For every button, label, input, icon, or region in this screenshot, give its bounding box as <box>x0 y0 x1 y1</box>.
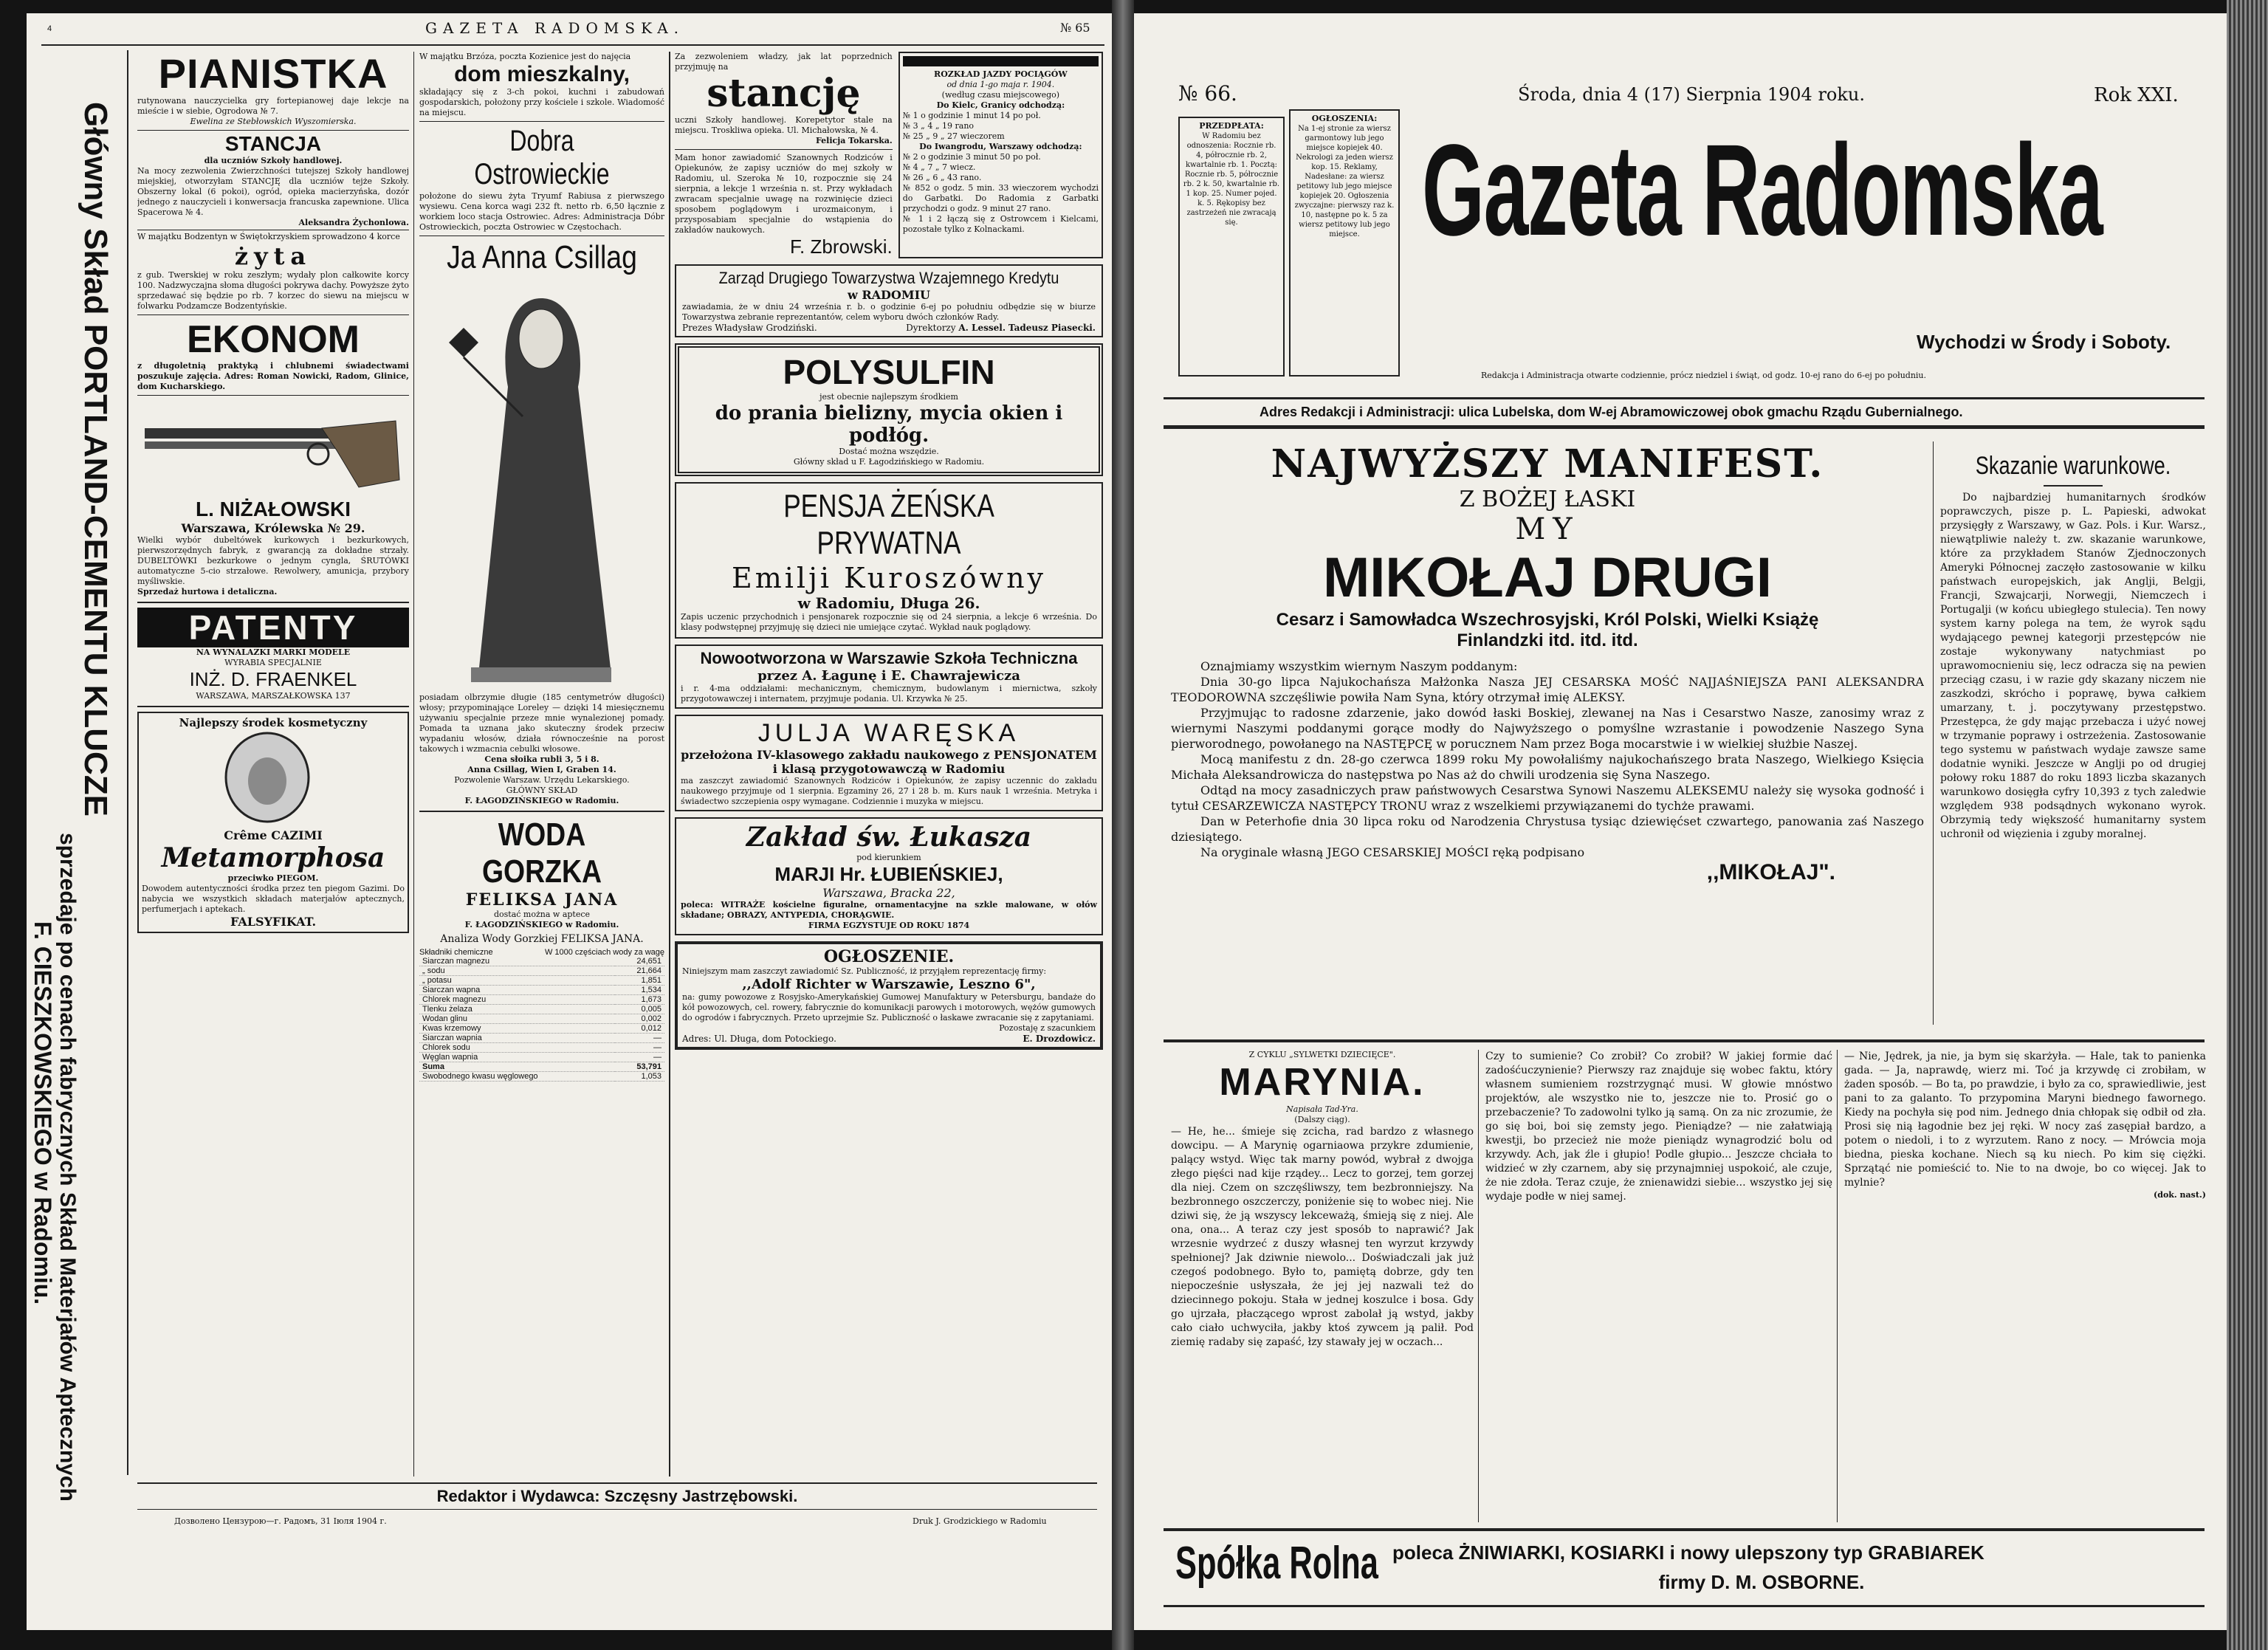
csillag-footer-1: Pozwolenie Warszaw. Urzędu Lekarskiego. <box>454 775 630 785</box>
ogloszenie-address: Adres: Ul. Długa, dom Potockiego. <box>682 1034 836 1044</box>
manifest-grace: Z BOŻEJ ŁASKI <box>1459 487 1636 512</box>
csillag-price: Cena słoika rubli 3, 5 i 8. <box>484 754 599 764</box>
skazanie-text: Do najbardziej humanitarnych środków poprawczych, pisze p. L. Papieski, adwokat przysięgły z Warszawy, w Gaz. Pols. i Kur. Warsz., niewątpliwie należy t. zw. skazanie warunkowe, które za przykładem Stanów Zjednoczonych Ameryki Północnej zaczęło zastosowanie w kilku państwach europejskich, jak Anglji, Belgji, Francji, Szwajcarji, Norwegji, Niemczech i Portugalji (w końcu ubiegłego stulecia). Ten nowy system karny polega na tem, że wyrok sądu wydającego pewnej kategorji przestępców nie zostaje wykonywany natychmiast po uprawomocnieniu się, lecz odracza się na pewien przeciąg czasu, i w razie gdy skazany niczem nie zaszkodzi, skrócho i poprawę, bywa całkiem umarzany, t. j. poczytywany przestępstwo. Przestępca, że gdy mając przebacza i użyć nowej w trzymanie poprawy i ostrzeżenia. Zastosowanie tego systemu w państwach wydaje zawsze same dodatnie wyniki. Jeszcze w Anglji po od drugiej połowy roku 1887 do roku 1893 liczba skazanych warunkowo dosięgła cyfry 10,393 z tych zaledwie względem 938 podsądnych wykonano wyrok. Obrzymią tedy większość humanitarny system uchronił od więzienia i zguby moralnej. <box>1940 492 2206 840</box>
polysulfin-ad <box>675 343 1103 476</box>
kredyt-place: w RADOMIU <box>847 288 930 302</box>
zbrowski-signature: F. Zbrowski. <box>790 236 893 258</box>
kredyt-text: zawiadamia, że w dniu 24 września r. b. o godzinie 6-ej po południu odbędzie się w biurze Towarzystwa zebranie reprezentantów, celem wyboru dwóch członków Rady. <box>682 302 1096 322</box>
vertical-ad-rule <box>127 50 128 1475</box>
advertising-title: OGŁOSZENIA: <box>1311 114 1378 123</box>
woda-subtitle: dostać można w aptece <box>493 910 591 919</box>
ogloszenie-text: na: gumy powozowe z Rosyjsko-Amerykańskiej Gumowej Manufaktury w Petersburgu, bandaże do kół powozowych, cel. rowery, fabrycznie do komunikacji parowych i motorowych, wężów gumowych do ogrodów i fabrycznych. Przeto uprzejmie Sz. Publiczność o łaskawe zwracanie się z zapytaniami. <box>682 992 1096 1022</box>
manifest-name: MIKOŁAJ DRUGI <box>1323 546 1772 609</box>
patenty-title: PATENTY <box>137 608 409 647</box>
marynia-text-3: — Nie, Jędrek, ja nie, ja bym się skarżyła. — Hale, tak to panienka gada. — Ja, naprawdę, wierz mi. Toć ja krzywdę ci zrobiłam, w żaden sposób. — Bo ta, po prawdzie, i było za co, sprawiedliwie, jest pani to za galanto. To przypomina Maryni biednego fawornego. Kiedy na pochyła się pod nim. Jednego dnia chłopak się odbił od zła. Prosi się nią łagodnie bez jej ręki. W nocy zaś zasępiał bardzo, a potem o niedoli, i to z wyrzutem. Rano z nocy. — Mrówcia moja biedna, pieska kochane. Niech są ku niech. Po kim się ciężki. Sprzątąć nie pomieścić to. Nie to na dwoje, bo co więcej. Jak to mylnie? <box>1844 1051 2206 1189</box>
kredyt-directors-label: Dyrektorzy <box>906 323 956 333</box>
polysulfin-line-4: Główny skład u F. Łagodzińskiego w Radomiu. <box>793 457 985 467</box>
advertising-box <box>1289 109 1400 377</box>
cosmetic-heading: Najlepszy środek kosmetyczny <box>179 716 368 729</box>
polysulfin-line-2: do prania bielizny, mycia okien i podłóg. <box>715 402 1063 447</box>
kredyt-title: Zarząd Drugiego Towarzystwa Wzajemnego Kredytu <box>718 269 1059 287</box>
marynia-author: Napisała Tad-Yra. <box>1286 1104 1358 1114</box>
marynia-column-1 <box>1171 1050 1474 1522</box>
train-footer: № 852 o godz. 5 min. 33 wieczorem wychodzi do Garbatki. Do Radomia z Garbatki przychodzi o godz. 9 minut 27 rano. <box>902 183 1099 213</box>
pensja-title: PENSJA ŻEŃSKA PRYWATNA <box>783 488 994 561</box>
spolka-line-2: firmy D. M. OSBORNE. <box>1658 1571 1865 1593</box>
train-row: № 4 „ 7 „ 7 wiecz. <box>902 162 976 172</box>
address-line: Adres Redakcji i Administracji: ulica Lubelska, dom W-ej Abramowiczowej obok gmachu Rządu Gubernialnego. <box>1260 405 1963 419</box>
patenty-sub-1: NA WYNALAZKI MARKI MODELE <box>196 647 351 657</box>
pensja-name: Emilji Kuroszówny <box>731 562 1047 594</box>
footer-print: Druk J. Grodzickiego w Radomiu <box>913 1516 1047 1526</box>
dobra-text: położone do siewu żyta Tryumf Rabiusa z pierwszego wysiewu. Cena korca wagi 232 ft. netto rb. 6,50 łącznie z workiem loco stacja Ostrowiec. Adres: Administracja Dóbr Ostrowieckich, poczta Ostrowiec w Częstochach. <box>419 191 664 232</box>
book-gutter <box>1112 0 1134 1650</box>
manifest-paragraph-5: Odtąd na mocy zasadniczych praw państwowych Cesarstwa Synowi Naszemu ALEKSEMU należy się wysoka godność i tytuł CESARZEWICZA NASTĘPCY TRONU wraz z wszelkiemi przywiązanemi do tychże prawami. <box>1171 783 1924 813</box>
vertical-ad-line-3: F. CIESZKOWSKIEGO w Radomiu. <box>30 921 56 1305</box>
stancje-text: uczni Szkoły handlowej. Korepetytor stale na miejscu. Troskliwa opieka. Ul. Michałowska, № 4. <box>675 115 893 135</box>
marynia-text-1: — He, he... śmieje się zcicha, rad bardzo z własnego dowcipu. — A Marynię ogarniaowa przykre zdumienie, palący wstyd. Więc tak marny powód, wybrał z dwojga złego pięści nad kije rządey... Lecz to gorzej, tem gorzej dla niej. Czem on szczęśliwszy, tem bezbronniejszy. Na bezbronnego oszczerczy, poniżenie się to wobec niej. Nie dziwi się, że ją wszyscy lekceważą, śmieją się z niej. Ale ona, ona... A teraz czy jest sposób to naprawić? Jak wrzesnie wydrzeć z duszy własnej ten wyrzut krzywdy spełnionej? Jak dziwnie niewolo... Doświadczali jak już czegoś podobnego. Było to, pamiętą dobrze, gdy ten niepocześnie usłyszała, że jej jej nazwali też do dziecinnego pokoju. Stała w jednej koszulce i bosa. Gdy go ujrzała, płaczącego wprost zabolał ją wstyd, jakby cało ciało uchwyciła, jakby ktoś zywcem ją palił. Pod ziemię radaby się zapaść, łzy stawały jej w oczach... <box>1171 1126 1474 1348</box>
polysulfin-title: POLYSULFIN <box>783 353 995 391</box>
manifest-article <box>1171 441 1924 1032</box>
dom-title: dom mieszkalny, <box>454 62 630 86</box>
page-edges <box>2227 0 2268 1650</box>
wareska-ad <box>675 715 1103 811</box>
left-page <box>27 13 1112 1630</box>
pianistka-signature: Ewelina ze Stebłowskich Wyszomierska. <box>190 117 357 126</box>
wareska-sub-2: i klasą przygotowawczą w Radomiu <box>772 762 1006 776</box>
manifest-paragraph-3: Przyjmując to radosne zdarzenie, jako dowód łaski Boskiej, zlewanej na Nas i Cesarstwo Nasze, zanosimy wraz z wiernymi Naszymi poddanymi gorące modły do Najwyższego o pomyślne wzrastanie i powodzenie Naszego Syna pierworodnego, powołanego na NASTĘPCĘ w porucznem Nam przez Boga mocarstwie i w wielkiej służbie Naszej. <box>1171 706 1924 751</box>
csillag-illustration <box>419 276 663 690</box>
chem-header-right: W 1000 częściach wody za wagę <box>544 948 664 957</box>
manifest-titles-1: Cesarz i Samowładca Wszechrosyjski, Król Polski, Wielki Książę <box>1276 610 1819 630</box>
csillag-footer-3: F. ŁAGODZIŃSKIEGO w Radomiu. <box>464 796 619 805</box>
stancja-title: STANCJA <box>224 132 322 155</box>
ekonom-title: EKONOM <box>187 318 360 361</box>
lukasz-address: Warszawa, Bracka 22, <box>822 886 955 900</box>
cosmetic-text: Dowodem autentyczności środka przez ten piegom Gazimi. Do nabycia we wszystkich składach materjałów aptecznych, perfumerjach i aptekach. <box>142 884 405 914</box>
table-row-sum: Suma 53,791 <box>419 1062 664 1072</box>
train-footer-2: № 1 i 2 łączą się z Ostrowcem i Kielcami, pozostałe tylko z Kolnackami. <box>902 214 1099 234</box>
pianistka-text: rutynowana nauczycielka gry fortepianowej daje lekcje na mieście i w siebie, Ogrodowa № 7. <box>137 96 409 116</box>
table-row: Kwas krzemowy 0,012 <box>419 1024 664 1034</box>
stancje-lead: Za zezwoleniem władzy, jak lat poprzednich przyjmuję na <box>675 52 893 72</box>
manifest-title: NAJWYŻSZY MANIFEST. <box>1271 441 1824 487</box>
lukasz-text: poleca: WITRAŻE kościelne figuralne, ornamentacyjne na szkle malowane, w ołów składane; OBRAZY, ANTYPEDIA, CHORĄGWIE. <box>681 900 1097 920</box>
pianistka-title: PIANISTKA <box>158 52 388 97</box>
skazanie-article <box>1940 452 2206 1035</box>
marynia-title: MARYNIA. <box>1219 1061 1426 1104</box>
footer-editor: Redaktor i Wydawca: Szczęsny Jastrzębowski. <box>436 1487 798 1505</box>
lukasz-title: Zakład św. Łukasza <box>746 822 1032 853</box>
ogloszenie-title: OGŁOSZENIE. <box>823 947 955 966</box>
lukasz-name: MARJI Hr. ŁUBIEŃSKIEJ, <box>774 863 1003 885</box>
pensja-text: Zapis uczenic przychodnich i pensjonarek rozpocznie się od 24 sierpnia, a lekcje 6 września. Do klasy podwstępnej przyjmuję się dzieci nie umiejące czytać. Wykład nauk poglądowy. <box>681 612 1097 632</box>
stancje-signature: Felicja Tokarska. <box>815 136 893 145</box>
woda-title: WODA GORZKA <box>481 817 602 890</box>
chem-table <box>419 957 664 1082</box>
szkola-by: przez A. Łagunę i E. Chawrajewicza <box>757 668 1020 684</box>
page-number: 4 <box>47 24 52 33</box>
woda-name: FELIKSA JANA <box>465 890 619 910</box>
kredyt-director-2: Tadeusz Piasecki. <box>1008 323 1096 333</box>
manifest-paragraph-4: Mocą manifestu z dn. 28-go czerwca 1899 roku My powołaliśmy najukochańszego brata Naszego, Wielkiego Księcia Michała Aleksandrowicza do następstwa po Nas aż do chwili urodzenia się Syna Naszego. <box>1171 752 1924 782</box>
marynia-column-3 <box>1844 1050 2206 1522</box>
marynia-series: Z CYKLU „SYLWETKI DZIECIĘCE". <box>1248 1050 1396 1059</box>
table-row: Chlorek magnezu 1,673 <box>419 995 664 1005</box>
manifest-paragraph-2: Dnia 30-go lipca Najukochańsza Małżonka Nasza JEJ CESARSKA MOŚĆ NAJJAŚNIEJSZA PANI ALEKSANDRA TEODOROWNA szczęśliwie powiła Nam Syna, który otrzymał imię ALEKSY. <box>1171 675 1924 704</box>
patenty-sub-2: WYRABIA SPECJALNIE <box>224 658 322 667</box>
lukasz-ad <box>675 817 1103 935</box>
year-label: Rok XXI. <box>2094 84 2179 106</box>
table-row-free: Swobodnego kwasu węglowego 1,053 <box>419 1072 664 1082</box>
subscription-title: PRZEDPŁATA: <box>1199 121 1264 131</box>
train-row: № 26 „ 6 „ 43 rano. <box>902 173 982 182</box>
issue-number: № 66. <box>1178 81 1237 106</box>
pensja-place: w Radomiu, Długa 26. <box>797 594 980 612</box>
szkola-title: Nowootworzona w Warszawie Szkoła Techniczna <box>700 649 1078 667</box>
column-3 <box>675 52 1103 1477</box>
skazanie-title: Skazanie warunkowe. <box>1975 452 2171 480</box>
table-row: Siarczan wapna 1,534 <box>419 986 664 995</box>
patenty-name: INŻ. D. FRAENKEL <box>189 668 357 690</box>
masthead-title: Gazeta Radomska <box>1422 118 2103 263</box>
train-title: ROZKŁAD JAZDY POCIĄGÓW <box>934 69 1068 79</box>
cosmetic-name-3: przeciwko PIEGOM. <box>227 873 319 883</box>
nizalowski-title: L. NIŻAŁOWSKI <box>196 498 351 520</box>
train-iwangrod-heading: Do Iwangrodu, Warszawy odchodzą: <box>919 142 1082 151</box>
wareska-sub-1: przełożona IV-klasowego zakładu naukowego z PENSJONATEM <box>681 748 1097 762</box>
ogloszenie-firm: ,,Adolf Richter w Warszawie, Leszno 6", <box>742 977 1036 992</box>
running-head: GAZETA RADOMSKA. <box>425 19 685 37</box>
chem-table-header <box>419 948 664 957</box>
table-row: „ sodu 21,664 <box>419 966 664 976</box>
nizalowski-text: Wielki wybór dubeltówek kurkowych i bezkurkowych, pierwszorzędnych fabryk, z gwarancją za dokładne strzały. DUBELTÓWKI bezkurkowe o jednym cyngla, ŚRUTÓWKI automatyczne 5-cio strzałowe. Rewolwery, amunicja, przybory myśliwskie. <box>137 535 409 586</box>
train-subtitle: od dnia 1-go maja r. 1904. <box>946 80 1055 89</box>
column-1 <box>137 52 409 1477</box>
lukasz-sub: pod kierunkiem <box>856 853 921 862</box>
gun-illustration <box>137 399 403 495</box>
manifest-paragraph-7: Na oryginale własną JEGO CESARSKIEJ MOŚCI ręką podpisano <box>1200 845 1585 859</box>
patenty-address: WARSZAWA, MARSZAŁKOWSKA 137 <box>196 691 351 701</box>
table-row: Siarczan magnezu 24,651 <box>419 957 664 966</box>
cosmetic-brand: FALSYFIKAT. <box>230 915 317 929</box>
head-rule <box>41 44 1104 46</box>
manifest-paragraph-6: Dan w Peterhofie dnia 30 lipca roku od Narodzenia Chrystusa tysiąc dziewięćset czwartego, panowania zaś Naszego dziesiątego. <box>1171 814 1924 844</box>
subscription-text: W Radomiu bez odnoszenia: Rocznie rb. 4, półrocznie rb. 2, kwartalnie rb. 1. Pocztą: Rocznie rb. 5, półrocznie rb. 2 k. 50, kwartalnie rb. 1 kop. 25. Numer pojed. k. 5. Rękopisy bez zastrzeżeń nie zwracają się. <box>1183 132 1280 227</box>
stancja-subtitle: dla uczniów Szkoły handlowej. <box>204 156 343 165</box>
masthead-tagline: Wychodzi w Środy i Soboty. <box>1917 331 2171 353</box>
train-row: № 25 „ 9 „ 27 wieczorem <box>902 131 1005 141</box>
train-kielce-heading: Do Kielc, Granicy odchodzą: <box>936 100 1065 110</box>
spolka-line-1: poleca ŻNIWIARKI, KOSIARKI i nowy ulepszony typ GRABIAREK <box>1392 1541 1984 1564</box>
ogloszenie-ad <box>675 941 1103 1050</box>
office-hours-note: Redakcja i Administracja otwarte codziennie, prócz niedziel i świąt, od godz. 10-ej rano do 6-ej po południu. <box>1481 371 1927 380</box>
csillag-title: Ja Anna Csillag <box>447 239 637 275</box>
train-row: № 2 o godzinie 3 minut 50 po poł. <box>902 152 1041 162</box>
wareska-title: JULJA WARĘSKA <box>757 719 1020 747</box>
manifest-signature: ,,MIKOŁAJ". <box>1706 860 1835 884</box>
marynia-end: (dok. nast.) <box>2154 1190 2206 1200</box>
dobra-title: Dobra Ostrowieckie <box>474 125 610 190</box>
kredyt-prezes: Prezes Władysław Grodziński. <box>682 323 817 333</box>
table-row: „ potasu 1,851 <box>419 976 664 986</box>
szkola-text: i r. 4-ma oddziałami: mechanicznym, chemicznym, budowlanym i miernictwa, szkoły przygotowawczej i internatem, przyjmuje podania. Ul. Krzywka № 25. <box>681 684 1097 704</box>
dom-lead: W majątku Brzóza, poczta Kozienice jest do najęcia <box>419 52 631 61</box>
train-note: (według czasu miejscowego) <box>941 90 1060 100</box>
dom-text: składający się z 3-ch pokoi, kuchni i zabudowań gospodarskich, położony przy kościele i szkole. Wiadomość na miejscu. <box>419 87 664 117</box>
csillag-text: posiadam olbrzymie długie (185 centymetrów długości) włosy; przypominające Loreley — dzięki 14 miesięcznemu używaniu specjalnie przeze mnie wynalezionej pomady. Pomada ta uznana jako skuteczny środek przeciw wypadaniu włosów, działa równocześnie na porost takowych i wzmacnia cebulki włosowe. <box>419 692 664 754</box>
polysulfin-line-3: Dostać można wszędzie. <box>839 447 939 456</box>
column-2 <box>419 52 664 1477</box>
zyta-lead: W majątku Bodzentyn w Świętokrzyskiem sprowadzono 4 korce <box>137 232 400 241</box>
lukasz-footer: FIRMA EGZYSTUJE OD ROKU 1874 <box>808 921 970 930</box>
subscription-box <box>1178 117 1285 377</box>
train-schedule <box>898 52 1103 258</box>
vertical-ad-line-1: Główny Skład PORTLAND-CEMENTU KLUCZE <box>78 102 114 817</box>
train-row: № 1 o godzinie 1 minut 14 po poł. <box>902 111 1041 120</box>
stancja-text: Na mocy zezwolenia Zwierzchności tutejszej Szkoły handlowej miejskiej, otworzyłam STANCJĘ dla uczniów tejże Szkoły. Obszerny lokal (6 pokoi), ogród, opieka macierzyńska, dozór jednego z nauczycieli i konwersacja francuska zapewnione. Ulica Spacerowa № 4. <box>137 166 409 217</box>
marynia-text-2: Czy to sumienie? Co zrobił? Co zrobił? W jakiej formie dać zadośćuczynienie? Pierwszy raz znajduje się wobec faktu, który własnem sumieniem rozstrzygnąć musi. W głowie mnóstwo projektów, ale wszystko nie to, jeszcze nie to. Prosić go o przebaczenie? To zadowolni tylko ją samą. On za nic zrozumie, że go się boi, boi się zemsty jego. Pieniądze? — nie załatwiają kwestji, bo przecież nie może pieniądz wynagrodzić bolu od krzywdy. Ach, jak źle i głupio! Podle głupio... Jeszcze chciała to widzieć w zły czarnem, aby się przynajmniej uspokoić, ale czuje, że nie zdoła. Teraz czuje, że znienawidzi siebie... wszystko jej się wydaje podłe w niej samej. <box>1485 1051 1832 1203</box>
woda-place: F. ŁAGODZIŃSKIEGO w Radomiu. <box>464 920 619 929</box>
wareska-text: ma zaszczyt zawiadomić Szanownych Rodziców i Opiekunów, że zapisy uczennic do zakładu naukowego przyjmuje od 1 sierpnia. Egzaminy 26, 27 i 28 b. m. Kurs nauk 1 września. Metryka i świadectwo szczepienia ospy wymagane. Codziennie i muzyka w miejscu. <box>681 776 1097 806</box>
table-row: Chlorek sodu — <box>419 1043 664 1053</box>
csillag-footer-2: GŁÓWNY SKŁAD <box>506 786 578 795</box>
zbrowski-text: Mam honor zawiadomić Szanownych Rodziców i Opiekunów, że zapisy uczniów do mej szkoły w Radomiu, ul. Szeroka № 10, rozpocznie się 24 sierpnia, a lekcje 1 września n. st. Przy wykładach zwracam specjalnie uwagę na rozwinięcie dzieci sposobem poglądowym i urozmaiconym, i przysposabiam specjalnie do wstąpienia do zakładów naukowych. <box>675 153 893 235</box>
ogloszenie-sign-1: Pozostaję z szacunkiem <box>999 1023 1096 1033</box>
szkola-ad <box>675 644 1103 709</box>
pensja-ad <box>675 482 1103 639</box>
cosmetic-portrait <box>142 729 393 825</box>
zyta-title: żyta <box>234 242 312 270</box>
ogloszenie-sign-2: E. Drozdowicz. <box>1023 1034 1096 1044</box>
woda-analiza: Analiza Wody Gorzkiej FELIKSA JANA. <box>440 933 644 945</box>
chem-header-left: Składniki chemiczne <box>419 948 493 957</box>
stancje-title: stancję <box>707 71 861 116</box>
cosmetic-name-2: Metamorphosa <box>161 842 385 873</box>
cosmetic-name-1: Crême CAZIMI <box>224 828 323 842</box>
csillag-address: Anna Csillag, Wien I, Graben 14. <box>467 765 616 774</box>
date-line: Środa, dnia 4 (17) Sierpnia 1904 roku. <box>1518 84 1866 105</box>
stancje-ad <box>675 52 893 258</box>
kredyt-ad <box>675 264 1103 337</box>
table-row: Tlenku żelaza 0,005 <box>419 1005 664 1014</box>
marynia-column-2 <box>1485 1050 1832 1522</box>
manifest-titles-2: Finlandzki itd. itd. itd. <box>1457 630 1638 650</box>
ogloszenie-lead: Niniejszym mam zaszczyt zawiadomić Sz. Publiczność, iż przyjąłem reprezentację firmy: <box>682 966 1047 976</box>
polysulfin-line-1: jest obecnie najlepszym środkiem <box>819 392 958 402</box>
nizalowski-address: Warszawa, Królewska № 29. <box>181 521 365 535</box>
issue-reference: № 65 <box>1060 21 1090 35</box>
manifest-my: MY <box>1515 512 1580 546</box>
zyta-text: z gub. Twerskiej w roku zeszłym; wydały plon całkowite korcy 100. Nadzwyczajna słoma długości pokrywa dachy. Powyższe żyto sprzedawać się będzie po rb. 7 korzec do siewu na miejscu w folwarku Podzamcze Bodzentyńskie. <box>137 270 409 311</box>
nizalowski-footer: Sprzedaż hurtowa i detaliczna. <box>137 587 278 597</box>
ekonom-text: z długoletnią praktyką i chlubnemi świadectwami poszukuje zajęcia. Adres: Roman Nowicki, Radom, Glinice, dom Kucharskiego. <box>137 361 409 391</box>
table-row: Wodan glinu 0,002 <box>419 1014 664 1024</box>
footer-censor: Дозволено Цензурою—г. Радомъ, 31 Іюля 1904 г. <box>174 1516 387 1526</box>
train-row: № 3 „ 4 „ 19 rano <box>902 121 975 131</box>
cosmetic-ad <box>137 712 409 933</box>
table-row: Węglan wapnia — <box>419 1053 664 1062</box>
marynia-continued: (Dalszy ciąg). <box>1294 1115 1350 1124</box>
kredyt-director-1: A. Lessel. <box>958 323 1006 333</box>
stancja-signature: Aleksandra Żychonlowa. <box>298 218 409 227</box>
advertising-text: Na 1-ej stronie za wiersz garmontowy lub jego miejsce kopiejek 40. Nekrologi za jeden wiersz kop. 15. Reklamy, Nadesłane: za wiersz petitowy lub jego miejsce kopiejek 20. Ogłoszenia zwyczajne: pierwszy raz k. 10, następne po k. 5 za wiersz petitowy lub jego miejsce. <box>1294 125 1395 238</box>
table-row: Siarczan wapnia — <box>419 1034 664 1043</box>
right-page <box>1134 13 2227 1630</box>
spolka-name: Spółka Rolna <box>1175 1538 1378 1589</box>
manifest-paragraph-1: Oznajmiamy wszystkim wiernym Naszym poddanym: <box>1200 659 1518 673</box>
vertical-ad-line-2: sprzedaje po cenach fabrycznych Skład Materjałów Aptecznych <box>55 833 80 1502</box>
